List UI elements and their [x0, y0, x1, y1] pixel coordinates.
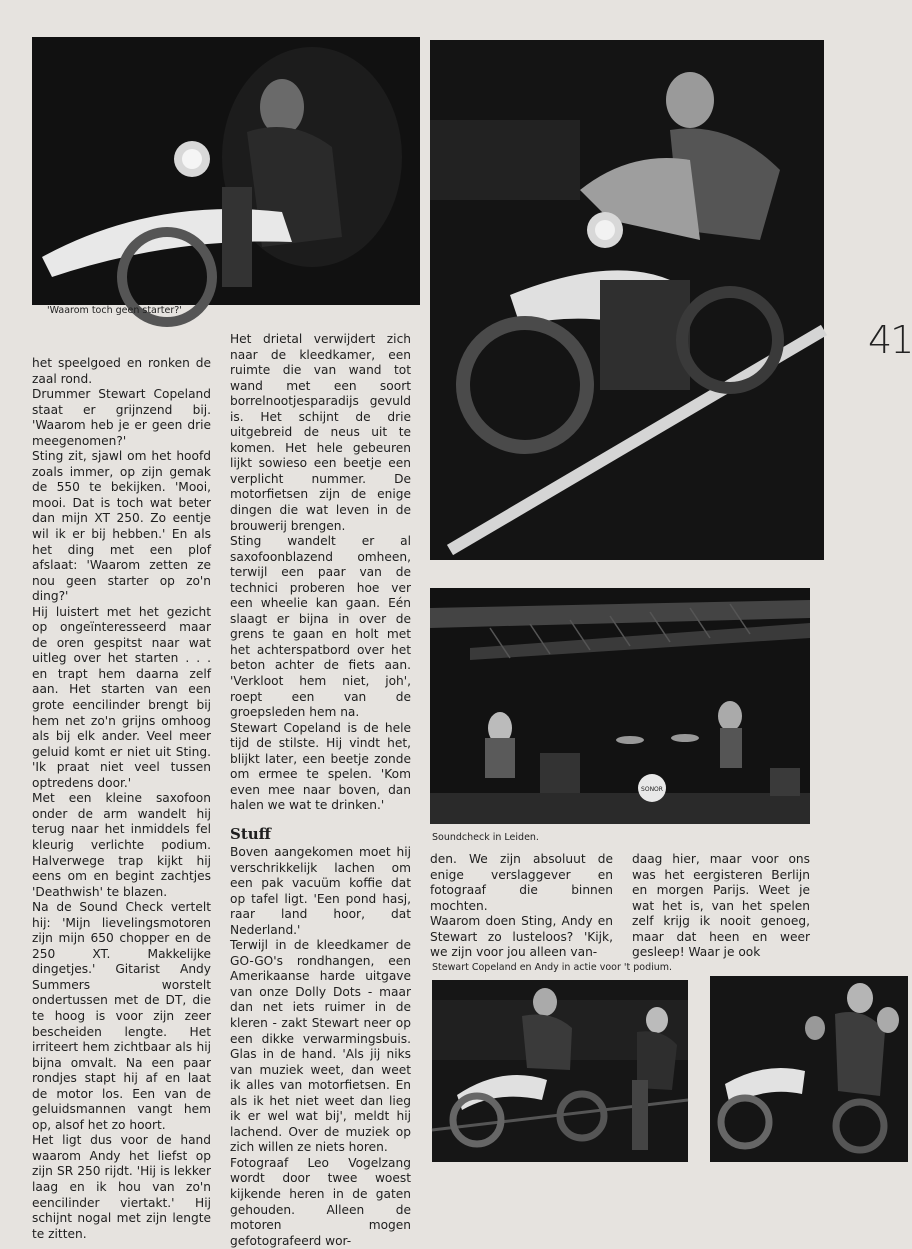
subheading: Stuff — [230, 824, 271, 843]
column-2-paragraph: Terwijl in de kleedkamer de GO-GO's rondhangen, een Amerikaanse harde uitgave van onze Dolly Dots - maar dan net iets ruimer in de kleren - zakt Stewart neer op een dikke verwarmingsbuis. Glas in de hand. 'Als jij niks van muziek weet, dan weet ik alles van motorfietsen. En als ik het niet weet dan lieg ik er wel wat bij', meldt hij lachend. Over de muziek op zich willen ze niets horen. — [230, 938, 411, 1155]
column-1-paragraph: het speelgoed en ronken de zaal rond. — [32, 356, 211, 386]
photo-4-illustration — [432, 980, 688, 1162]
column-2-paragraph: Sting wandelt er al saxofoonblazend omheen, terwijl een paar van de technici proberen hoe ver een wheelie kan gaan. Eén slaagt er bijna in over de grens te gaan en holt met het achterspatbord over het beton achter de fiets aan. 'Verkloot hem niet, joh', roept een van de groepsleden hem na. — [230, 534, 411, 720]
column-2-paragraph: Stewart Copeland is de hele tijd de stilste. Hij vindt het, blijkt later, een beetje zonde om ermee te spelen. 'Kom even mee naar boven, dan halen we wat te drinken.' — [230, 720, 411, 813]
article-column-4 — [632, 852, 810, 960]
article-column-3 — [430, 852, 613, 960]
photo-copeland-andy-1 — [432, 980, 688, 1162]
photo-2-illustration — [430, 40, 824, 560]
article-column-2 — [230, 332, 411, 1248]
photo-motorcycle-rider-2 — [430, 40, 824, 560]
column-1-paragraph: Na de Sound Check vertelt hij: 'Mijn lievelingsmotoren zijn mijn 650 chopper en de 250 XT. Makkelijke dingetjes.' Gitarist Andy Summers worstelt ondertussen met de DT, die te hoog is voor zijn zeer bescheiden lengte. Het irriteert hem zichtbaar als hij bijna omvalt. Na een paar rondjes stapt hij af en laat de motor los. Een van de geluidsmannen vangt hem op, alsof het zo hoort. — [32, 900, 211, 1132]
article-column-1 — [32, 356, 211, 1241]
photo-motorcycle-rider-1 — [32, 37, 420, 305]
column-1-paragraph: Drummer Stewart Copeland staat er grijnzend bij. 'Waarom heb je er geen drie meegenomen?' — [32, 387, 211, 448]
column-2-paragraph: Fotograaf Leo Vogelzang wordt door twee woest kijkende heren in de gaten gehouden. Alleen de motoren mogen gefotografeerd wor- — [230, 1155, 411, 1248]
column-1-paragraph: Met een kleine saxofoon onder de arm wandelt hij terug naar het inmiddels fel kleurig verlichte podium. Halverwege trap kijkt hij eens om en begint zachtjes 'Deathwish' te blazen. — [32, 791, 211, 899]
photo-copeland-andy-2 — [710, 976, 908, 1162]
photo-soundcheck-stage — [430, 588, 810, 824]
photo-3-caption: Soundcheck in Leiden. — [432, 832, 539, 843]
photo-1-caption: 'Waarom toch geen starter?' — [47, 305, 182, 316]
column-1-paragraph: Hij luistert met het gezicht op ongeïnteresseerd maar de oren gespitst naar wat uitleg over het starten . . . en trapt hem daarna zelf aan. Het starten van een grote eencilinder brengt bij hem net zo'n grijns omhoog als bij elk ander. Veel meer geluid komt er niet uit Sting. 'Ik praat niet veel tussen optredens door.' — [32, 604, 211, 790]
column-3-paragraph: Waarom doen Sting, Andy en Stewart zo lusteloos? 'Kijk, we zijn voor jou alleen van- — [430, 914, 613, 960]
photo-1-illustration — [32, 37, 420, 305]
column-2-paragraph: Boven aangekomen moet hij verschrikkelijk lachen om een pak vacuüm koffie dat op tafel ligt. 'Een pond hasj, raar land hoor, dat Nederland.' — [230, 844, 411, 937]
drum-logo: SONOR — [641, 786, 663, 793]
column-3-paragraph: den. We zijn absoluut de enige verslaggever en fotograaf die binnen mochten. — [430, 852, 613, 913]
column-4-paragraph: daag hier, maar voor ons was het eergisteren Berlijn en morgen Parijs. Weet je wat het is, van het spelen zelf krijg ik nooit genoeg, maar dat heen en weer gesleep! Waar je ook — [632, 852, 810, 960]
column-1-paragraph: Sting zit, sjawl om het hoofd zoals immer, op zijn gemak de 550 te bekijken. 'Mooi, mooi. Dat is toch wat beter dan mijn XT 250. Zo eentje wil ik er bij hebben.' En als het ding met een plof afslaat: 'Waarom zetten ze nou geen starter op zo'n ding?' — [32, 449, 211, 604]
photo-5-illustration — [710, 976, 908, 1162]
column-2-paragraph: Het drietal verwijdert zich naar de kleedkamer, een ruimte die van wand tot wand met een soort borrelnootjesparadijs gevuld is. Het schijnt de drie uitgebreid de neus uit te komen. Het hele gebeuren lijkt sowieso een beetje een verplicht nummer. De motorfietsen zijn de enige dingen die wat leven in de brouwerij brengen. — [230, 332, 411, 533]
photo-3-illustration — [430, 588, 810, 824]
page-number: 41 — [868, 318, 912, 362]
photos-4-5-caption: Stewart Copeland en Andy in actie voor 't podium. — [432, 962, 673, 973]
column-1-paragraph: Het ligt dus voor de hand waarom Andy het liefst op zijn SR 250 rijdt. 'Hij is lekker laag en ik hou van zo'n eencilinder viertakt.' Hij schijnt nogal met zijn lengte te zitten. — [32, 1133, 211, 1241]
